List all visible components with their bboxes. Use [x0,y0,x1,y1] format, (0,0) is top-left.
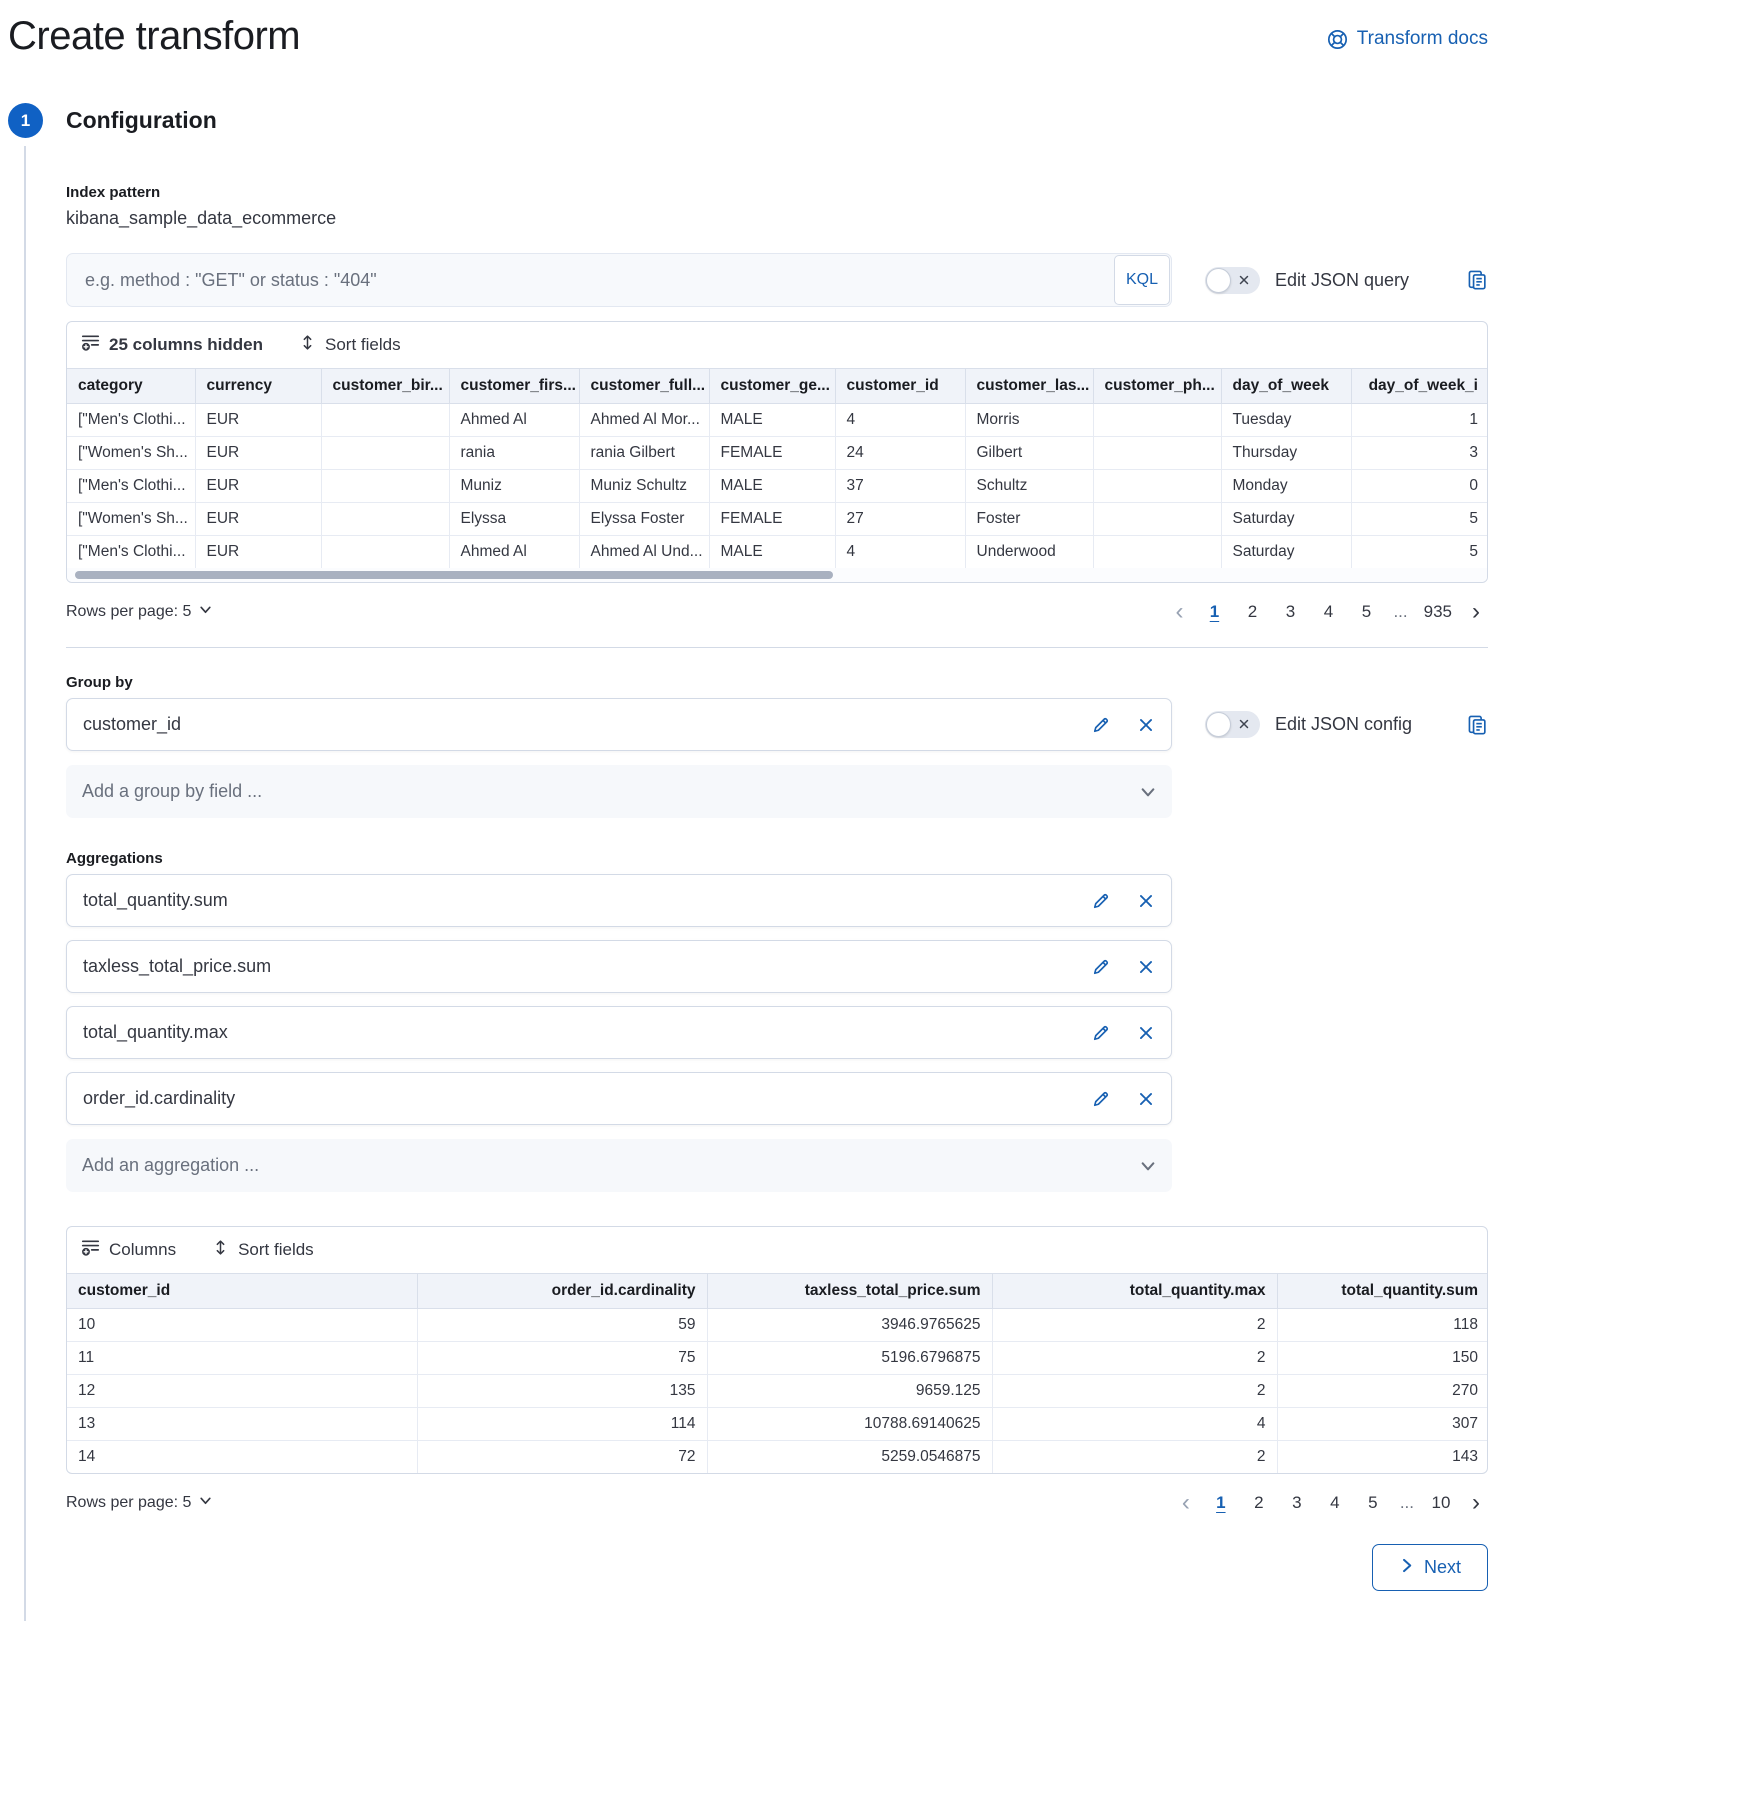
table-cell: 3946.9765625 [707,1309,992,1342]
sort-icon [212,1239,229,1261]
table-cell: 143 [1452,1448,1478,1465]
add-aggregation-select[interactable] [66,1139,1172,1192]
table-cell: 13 [67,1408,417,1441]
page-1-button[interactable]: 1 [1216,1493,1226,1512]
page-1-button[interactable]: 1 [1209,602,1220,621]
configuration-step-body [24,146,1488,1621]
toggle-off-x-icon [1237,273,1251,292]
table-cell: Gilbert [965,437,1093,470]
table-cell: 12 [67,1375,417,1408]
table-cell: 1 [1351,404,1488,437]
table-cell: 27 [835,503,965,536]
remove-aggregation-button[interactable] [1137,1090,1155,1108]
table-cell: EUR [195,536,321,569]
column-header[interactable]: customer_ge... [709,369,835,404]
table-cell: 270 [1277,1375,1488,1408]
next-button[interactable] [1372,1544,1488,1591]
table-cell: rania Gilbert [579,437,709,470]
table-cell: 37 [835,470,965,503]
table-cell: Monday [1221,470,1351,503]
column-header[interactable]: customer_full... [579,369,709,404]
table-cell: MALE [709,470,835,503]
column-header[interactable]: taxless_total_price.sum [707,1274,992,1309]
page-title: Create transform [8,14,301,58]
table-cell: 72 [417,1441,707,1474]
query-bar [66,253,1172,307]
chevron-down-icon [1140,1158,1156,1174]
table-row [67,1441,1488,1474]
next-page-button[interactable]: › [1472,1489,1480,1516]
table-cell: EUR [195,404,321,437]
preview-grid-pagination [1174,1490,1488,1516]
edit-aggregation-button[interactable] [1091,1089,1111,1109]
table-cell: 114 [417,1408,707,1441]
table-cell: 150 [1277,1342,1488,1375]
table-row [67,404,1488,437]
header-row [67,369,1488,404]
aggregation-item[interactable] [66,1072,1172,1125]
column-header[interactable]: day_of_week [1221,369,1351,404]
horizontal-scrollbar[interactable] [67,568,1487,582]
aggregation-item-label: taxless_total_price.sum [83,956,272,976]
copy-config-button[interactable] [1466,714,1488,736]
column-header[interactable]: customer_firs... [449,369,579,404]
page-10-button[interactable]: 10 [1431,1493,1451,1512]
table-cell: EUR [195,470,321,503]
table-cell: Ahmed Al Mor... [579,404,709,437]
sort-fields-label: Sort fields [324,335,401,354]
table-cell: 14 [67,1441,417,1474]
edit-json-query-cluster [1205,267,1409,294]
table-cell: EUR [195,437,321,470]
remove-aggregation-button[interactable] [1137,892,1155,910]
table-cell: Elyssa [449,503,579,536]
table-cell: 5 [1351,503,1488,536]
footer-actions [66,1544,1488,1591]
columns-button[interactable] [81,1238,176,1262]
column-header[interactable]: order_id.cardinality [417,1274,707,1309]
page-2-button[interactable]: 2 [1254,1493,1264,1512]
page-2-button[interactable]: 2 [1247,602,1258,621]
chevron-down-icon [199,603,212,621]
edit-aggregation-button[interactable] [1091,957,1111,977]
source-grid-table [67,368,1488,568]
table-cell [1093,404,1221,437]
table-cell: 4 [992,1408,1277,1441]
table-row [67,437,1488,470]
table-cell: EUR [195,503,321,536]
table-row [67,1309,1488,1342]
table-cell: MALE [709,536,835,569]
column-header[interactable]: customer_las... [965,369,1093,404]
column-header[interactable]: customer_id [835,369,965,404]
table-cell [321,404,449,437]
table-cell: Ahmed Al Und... [579,536,709,569]
table-row [67,1342,1488,1375]
edit-json-query-label: Edit JSON query [1275,269,1410,290]
table-cell: Ahmed Al [449,536,579,569]
table-cell: 10 [67,1309,417,1342]
table-cell: ["Women's Sh... [67,437,195,470]
aggregation-item-label: total_quantity.sum [83,890,228,910]
table-cell: Underwood [965,536,1093,569]
edit-json-config-cluster [1205,711,1412,738]
table-cell: ["Men's Clothi... [67,470,195,503]
page-3-button[interactable]: 3 [1292,1493,1302,1512]
sort-icon [299,334,316,356]
table-cell: Foster [965,503,1093,536]
aggregations-label: Aggregations [66,850,163,867]
source-grid-toolbar [67,322,1487,368]
aggregation-item-label: total_quantity.max [83,1022,228,1042]
sort-fields-label: Sort fields [238,1240,314,1259]
index-pattern-label: Index pattern [66,184,161,201]
table-cell: 307 [1277,1408,1488,1441]
table-cell: 2 [992,1375,1277,1408]
page-5-button[interactable]: 5 [1368,1493,1378,1512]
transform-docs-link[interactable] [1327,28,1488,50]
list-add-icon [81,1238,100,1262]
rows-per-page-label: Rows per page: 5 [66,603,192,620]
column-header[interactable]: category [67,369,195,404]
table-row [67,1408,1488,1441]
next-page-button[interactable]: › [1472,598,1480,625]
table-cell [321,536,449,569]
table-cell: Saturday [1221,536,1351,569]
table-cell [1093,437,1221,470]
columns-hidden-label: 25 columns hidden [109,335,263,354]
table-cell: Muniz Schultz [579,470,709,503]
query-row [66,253,1488,307]
page-935-button[interactable]: 935 [1423,602,1452,621]
column-header[interactable]: customer_ph... [1093,369,1221,404]
table-cell [321,503,449,536]
step-title: Configuration [66,107,217,133]
page-4-button[interactable]: 4 [1330,1493,1340,1512]
table-cell: 3 [1351,437,1488,470]
page-header [8,14,1488,59]
table-cell: Thursday [1221,437,1351,470]
table-row [67,536,1488,569]
columns-hidden-button[interactable] [81,333,263,357]
query-input[interactable] [67,254,1113,306]
table-cell: Schultz [965,470,1093,503]
remove-aggregation-button[interactable] [1137,958,1155,976]
table-cell: Morris [965,404,1093,437]
table-cell [321,437,449,470]
table-cell [1093,503,1221,536]
table-cell: 9659.125 [707,1375,992,1408]
edit-json-config-toggle[interactable] [1205,711,1260,738]
toggle-knob [1206,268,1231,293]
column-header[interactable]: day_of_week_i [1351,369,1488,404]
table-row [67,503,1488,536]
remove-group-by-button[interactable] [1137,716,1155,734]
table-cell: 0 [1351,470,1488,503]
pagination-ellipsis: ... [1399,1493,1414,1512]
table-cell: MALE [709,404,835,437]
table-cell: 5 [1469,543,1478,560]
toggle-knob [1206,712,1231,737]
table-cell: ["Men's Clothi... [67,404,195,437]
kql-button[interactable]: KQL [1114,255,1170,305]
preview-grid-toolbar [67,1227,1487,1273]
page-5-button[interactable]: 5 [1361,602,1372,621]
table-cell: 5196.6796875 [707,1342,992,1375]
table-cell: 135 [417,1375,707,1408]
column-header[interactable]: customer_id [67,1274,417,1309]
page-4-button[interactable]: 4 [1323,602,1334,621]
remove-aggregation-button[interactable] [1137,1024,1155,1042]
source-grid-footer [66,599,1488,625]
table-cell: 4 [835,404,965,437]
sort-fields-button[interactable] [212,1239,314,1261]
preview-data-grid [66,1226,1488,1474]
table-cell [1093,470,1221,503]
group-by-item-label: customer_id [83,714,182,734]
table-row [67,1375,1488,1408]
aggregation-item[interactable] [66,940,1172,993]
copy-query-button[interactable] [1466,269,1488,291]
edit-group-by-button[interactable] [1091,715,1111,735]
rows-per-page-button[interactable] [66,1494,212,1512]
group-by-label: Group by [66,674,133,691]
chevron-down-icon [199,1494,212,1512]
list-add-icon [81,333,100,357]
table-cell: Muniz [449,470,579,503]
help-icon [1327,29,1348,50]
step-header [8,103,1488,138]
preview-grid-footer [66,1490,1488,1516]
table-cell: Ahmed Al [449,404,579,437]
aggregation-item[interactable] [66,1006,1172,1059]
table-cell: 11 [67,1342,417,1375]
table-cell: ["Women's Sh... [67,503,195,536]
add-group-by-field-select[interactable] [66,765,1172,818]
edit-aggregation-button[interactable] [1091,1023,1111,1043]
columns-button-label: Columns [109,1240,177,1259]
table-cell: 5259.0546875 [707,1441,992,1474]
preview-grid-table [67,1273,1488,1473]
previous-page-button[interactable]: ‹ [1181,1489,1190,1516]
table-cell: 4 [835,536,965,569]
header-row [67,1274,1488,1309]
table-cell: 59 [417,1309,707,1342]
table-row [67,470,1488,503]
aggregation-item[interactable] [66,874,1172,927]
table-cell: 2 [992,1309,1277,1342]
source-grid-pagination [1167,599,1488,625]
table-cell: Tuesday [1221,404,1351,437]
table-cell: 2 [992,1342,1277,1375]
add-group-by-placeholder: Add a group by field ... [82,781,263,801]
table-cell: FEMALE [709,503,835,536]
sort-fields-button[interactable] [299,334,401,356]
previous-page-button[interactable]: ‹ [1175,598,1184,625]
edit-json-query-toggle[interactable] [1205,267,1260,294]
table-cell: Saturday [1221,503,1351,536]
column-header[interactable]: currency [195,369,321,404]
add-aggregation-placeholder: Add an aggregation ... [82,1155,260,1175]
table-cell: FEMALE [709,437,835,470]
column-header[interactable]: customer_bir... [321,369,449,404]
section-divider [66,647,1488,648]
edit-json-config-label: Edit JSON config [1275,714,1413,734]
column-header[interactable]: total_quantity.sum [1277,1274,1488,1309]
toggle-off-x-icon [1237,717,1251,736]
aggregations-list [66,874,1488,1125]
chevron-right-icon [1399,1557,1414,1578]
table-cell: ["Men's Clothi... [67,536,195,569]
transform-docs-label: Transform docs [1356,28,1488,49]
next-button-label: Next [1423,1557,1461,1577]
source-data-grid [66,321,1488,583]
table-cell: Elyssa Foster [579,503,709,536]
table-cell [1093,536,1221,569]
rows-per-page-button[interactable] [66,603,212,621]
group-by-row [66,698,1488,751]
table-cell: 118 [1277,1309,1488,1342]
page-3-button[interactable]: 3 [1285,602,1296,621]
table-cell: 24 [835,437,965,470]
group-by-item[interactable] [66,698,1172,751]
table-cell: 10788.69140625 [707,1408,992,1441]
step-number-badge: 1 [8,103,43,138]
index-pattern-value: kibana_sample_data_ecommerce [66,208,337,228]
edit-aggregation-button[interactable] [1091,891,1111,911]
pagination-ellipsis: ... [1393,602,1408,621]
table-cell: 2 [992,1441,1277,1474]
column-header[interactable]: total_quantity.max [992,1274,1277,1309]
table-cell [321,470,449,503]
table-cell: 75 [417,1342,707,1375]
scrollbar-thumb[interactable] [75,571,833,579]
rows-per-page-label: Rows per page: 5 [66,1494,192,1511]
table-cell: rania [449,437,579,470]
chevron-down-icon [1140,784,1156,800]
aggregation-item-label: order_id.cardinality [83,1088,236,1108]
